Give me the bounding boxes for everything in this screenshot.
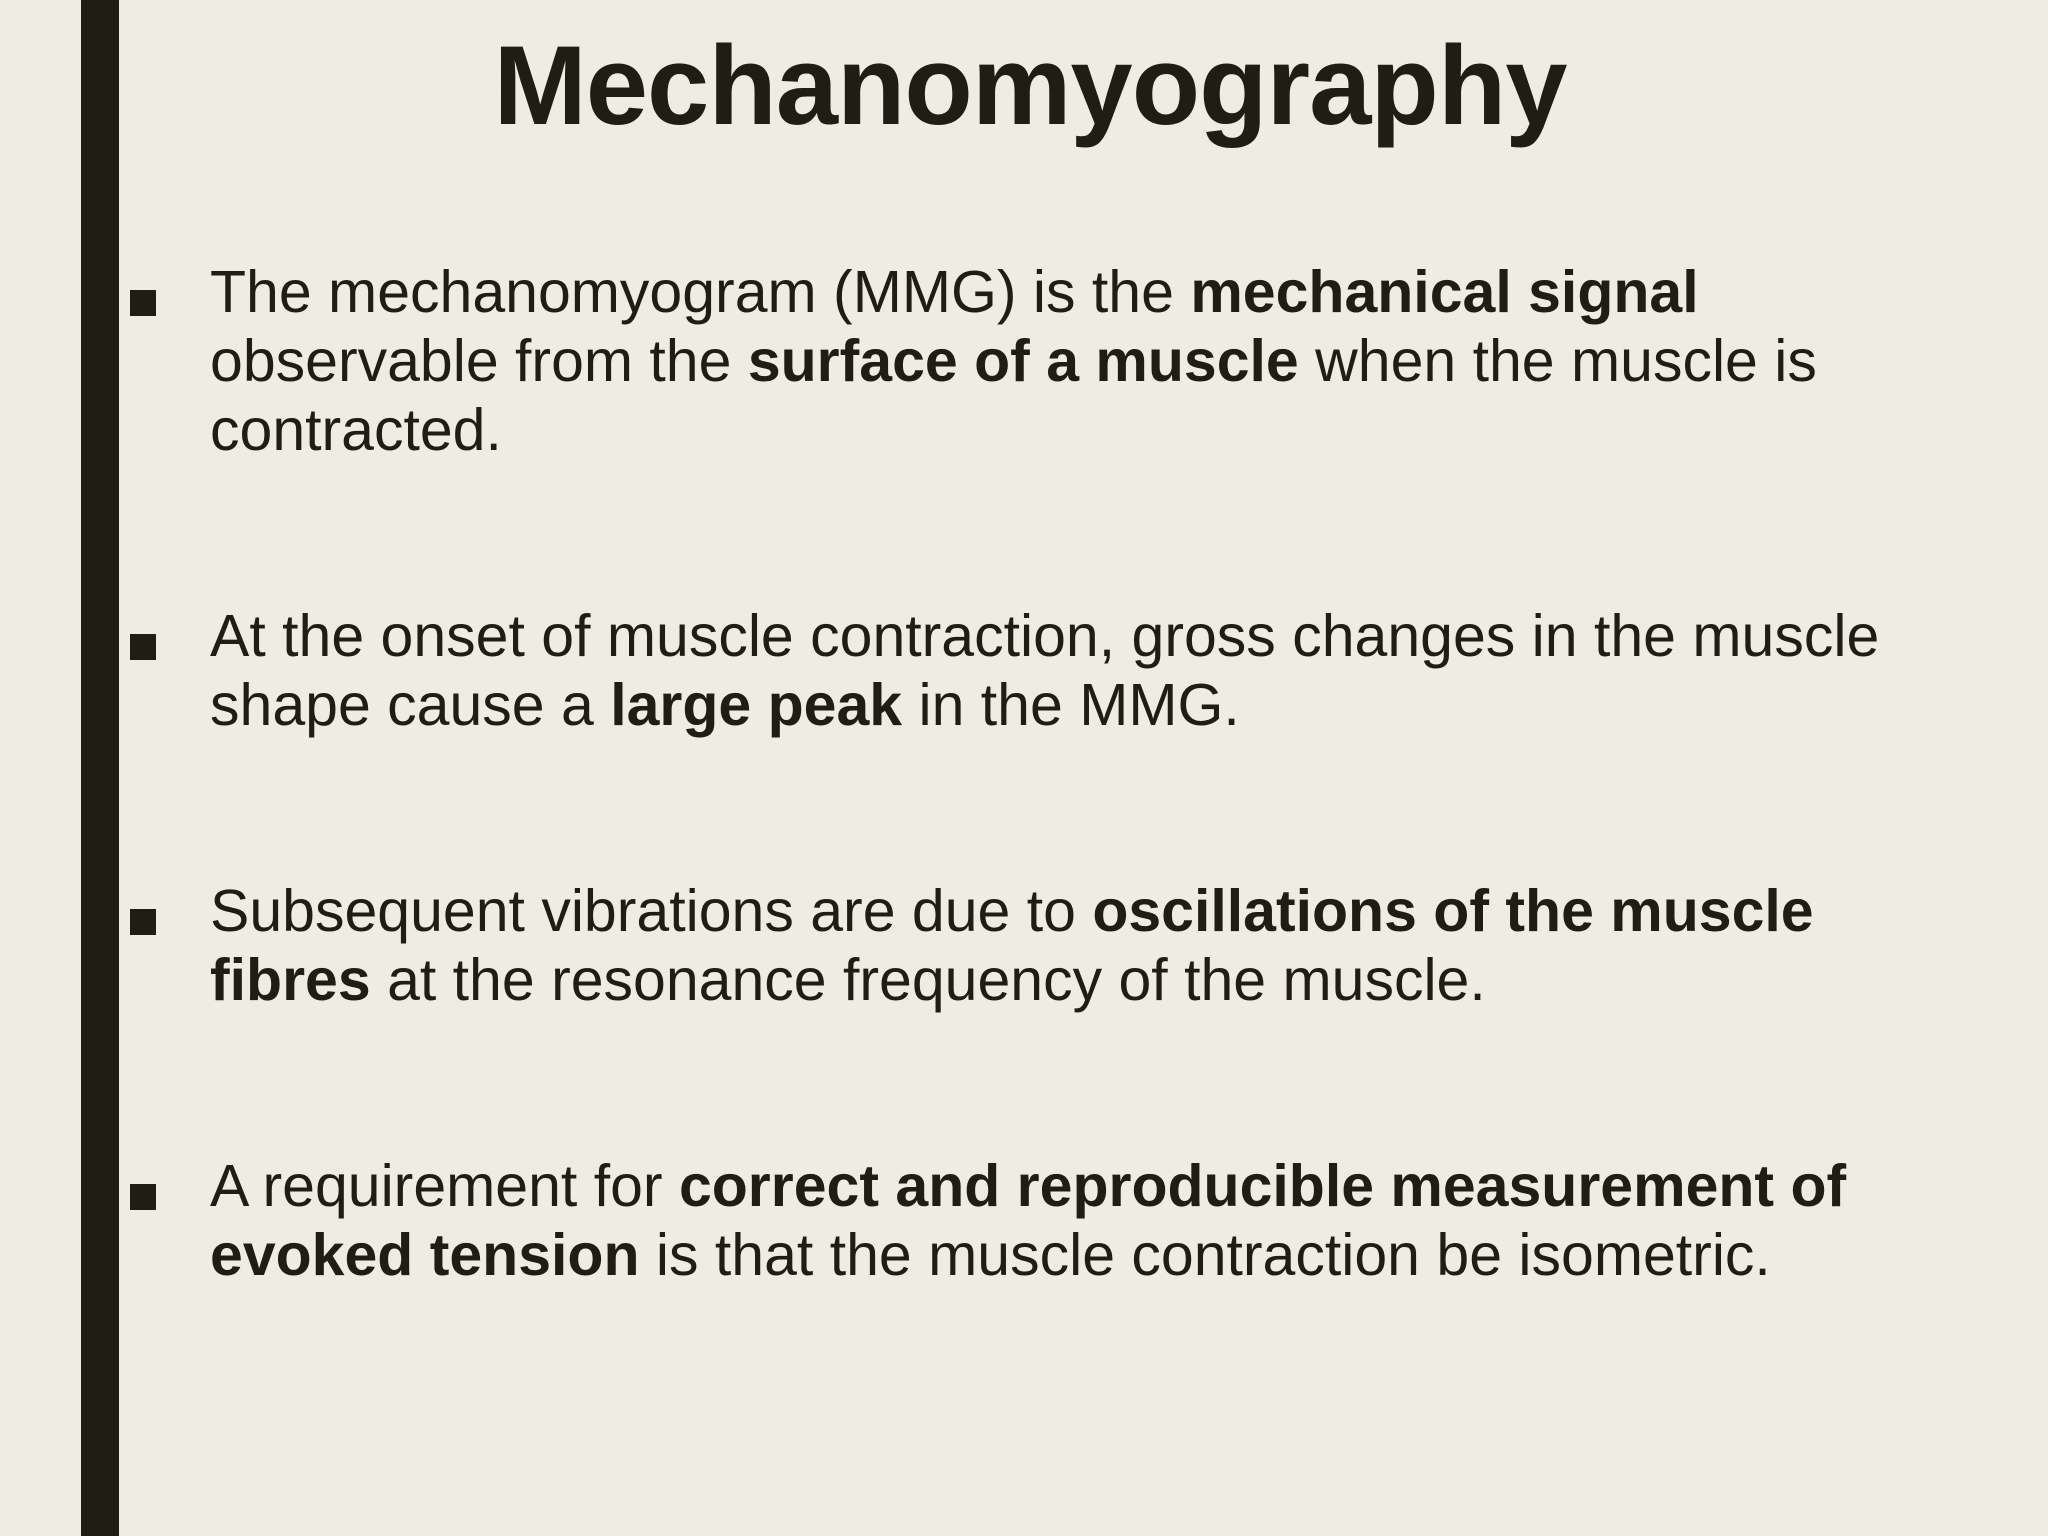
bullet-segment: in the MMG. (902, 672, 1240, 738)
square-bullet-icon (130, 1184, 156, 1210)
bullet-segment: observable from the (210, 328, 748, 394)
bullet-segment: when the muscle is contracted. (210, 328, 1817, 463)
bullet-emphasis: correct and reproducible measurement of evoked tension (210, 1153, 1847, 1288)
square-bullet-icon (130, 290, 156, 316)
slide-title: Mechanomyography (493, 23, 1567, 148)
square-bullet-icon (130, 634, 156, 660)
bullet-segment: is that the muscle contraction be isometric. (639, 1222, 1771, 1288)
bullet-emphasis: large peak (610, 672, 903, 738)
bullet-segment: The mechanomyogram (MMG) is the (210, 259, 1191, 325)
square-bullet-icon (130, 909, 156, 935)
bullet-emphasis: oscillations of the muscle fibres (210, 878, 1814, 1013)
bullet-text (210, 1152, 1970, 1290)
bullet-segment: A requirement for (210, 1153, 679, 1219)
bullet-segment: At the onset of muscle contraction, gross changes in the muscle shape cause a (210, 603, 1880, 738)
bullet-text (210, 877, 1970, 1015)
bullet-text (210, 602, 1970, 740)
bullet-text (210, 258, 1970, 465)
bullet-emphasis: surface of a muscle (747, 328, 1299, 394)
bullet-segment: at the resonance frequency of the muscle. (370, 947, 1486, 1013)
bullet-segment: Subsequent vibrations are due to (210, 878, 1093, 944)
bullet-emphasis: mechanical signal (1190, 259, 1699, 325)
